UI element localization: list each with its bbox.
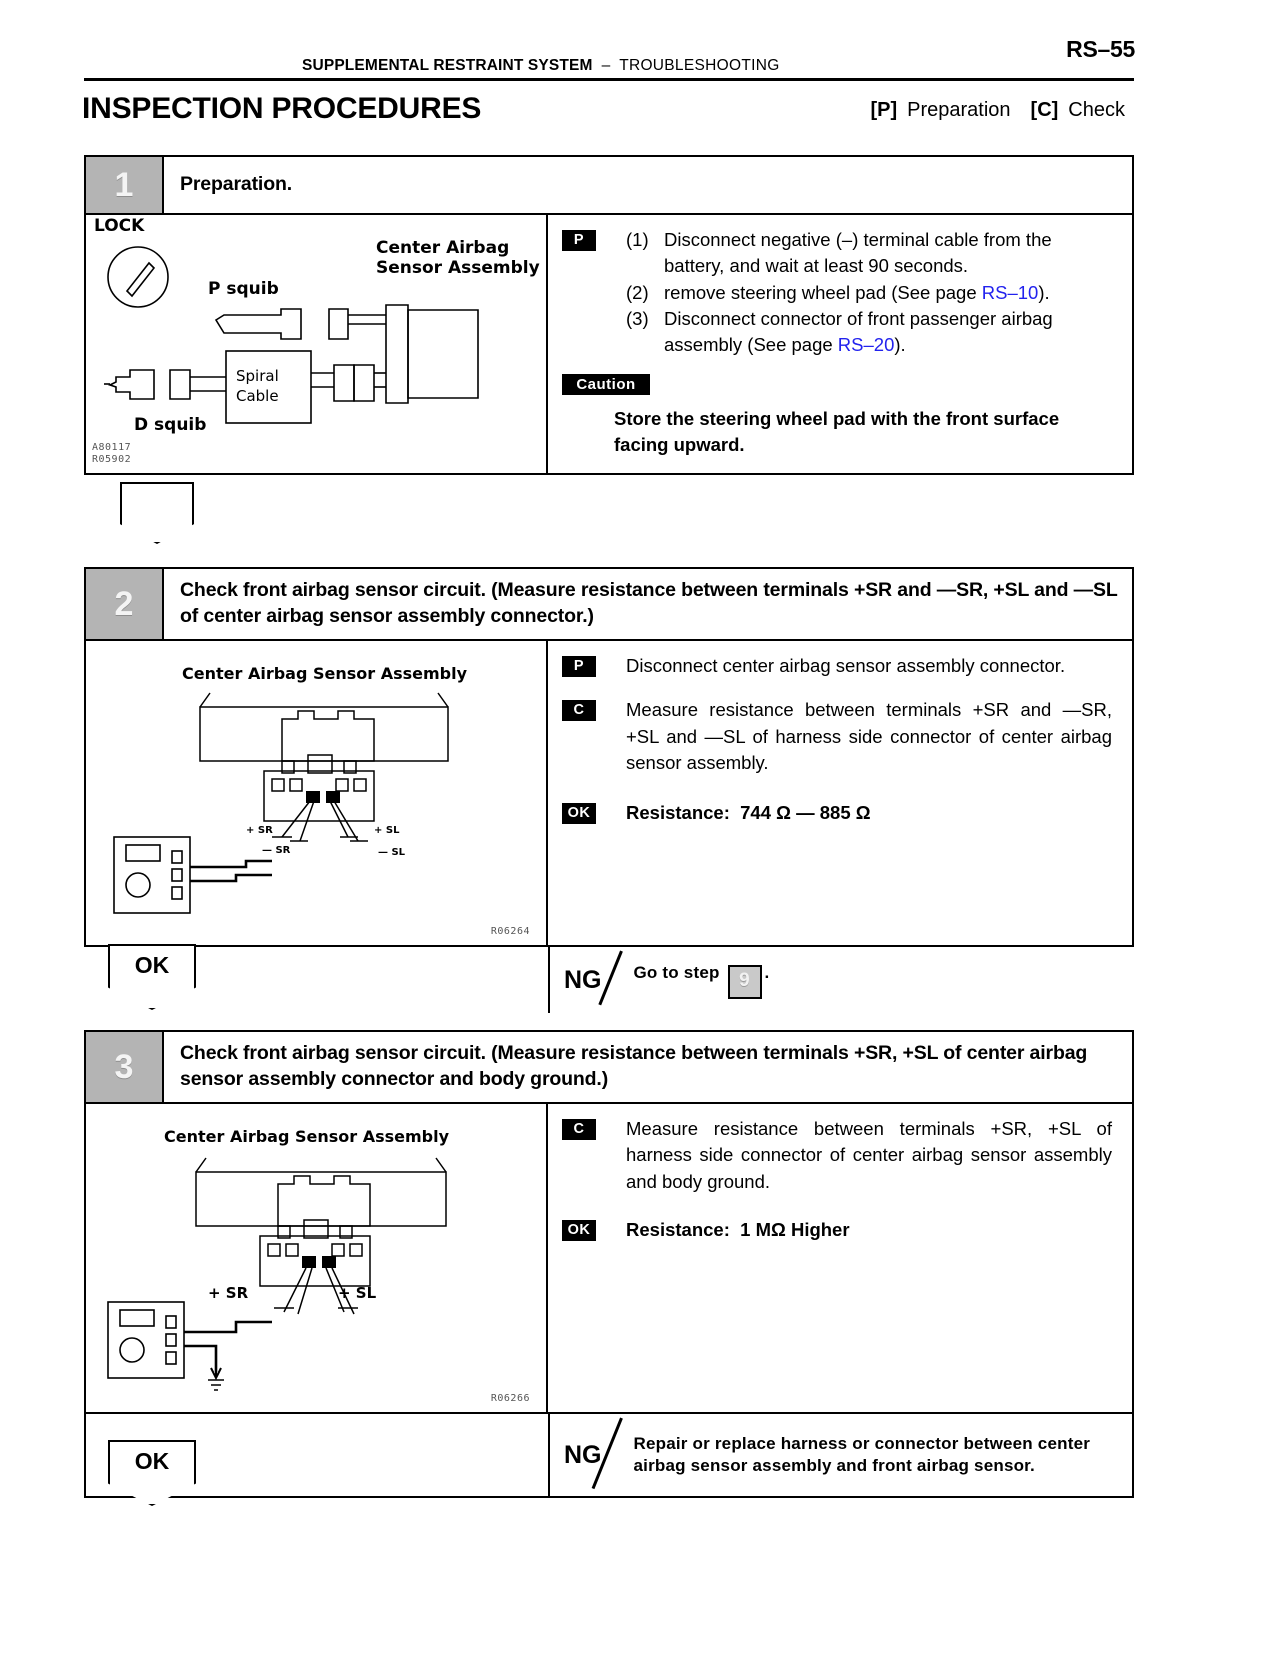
- step-3-number: 3: [86, 1032, 164, 1102]
- step-3-ok-arrow: [108, 1440, 196, 1506]
- figure-label-center-airbag-1: Center Airbag: [376, 238, 510, 258]
- step-2-spec: [562, 800, 1112, 826]
- running-head: [302, 57, 780, 75]
- figure-label-lock: LOCK: [94, 216, 145, 236]
- legend-c-tag: [C]: [1030, 99, 1059, 121]
- page-link[interactable]: RS–10: [981, 281, 1039, 303]
- step-2-title: Check front airbag sensor circuit. (Measure resistance between terminals +SR and —SR, +SL and —SL of center airbag sensor assembly connector.): [180, 579, 1118, 627]
- caution-text: Store the steering wheel pad with the front surface facing upward.: [614, 408, 1060, 456]
- spec-label: Resistance:: [626, 1218, 730, 1240]
- step-2-header: [86, 569, 1132, 641]
- goto-period: .: [764, 962, 770, 982]
- sensor-connector-measurement-diagram-2: [86, 641, 545, 943]
- legend-c-word: Check: [1068, 99, 1125, 121]
- legend: [870, 99, 1125, 122]
- step-2-instruction-c: [562, 697, 1112, 776]
- ng-label: NG: [564, 1440, 602, 1469]
- step-1-instruction-p: [562, 227, 1112, 358]
- spec-value: 744 Ω — 885 Ω: [740, 802, 871, 824]
- step-1-figure-code: A80117 R05902: [92, 442, 132, 465]
- list-item: (2) remove steering wheel pad (See page RS–10).: [626, 280, 1112, 306]
- step-1-caution: [562, 374, 1112, 458]
- page-header: [0, 0, 1280, 84]
- ng-text: [634, 962, 1117, 999]
- goto-text: Go to step: [633, 962, 720, 982]
- figure-caption: Center Airbag Sensor Assembly: [164, 1127, 450, 1146]
- step-3-title: Check front airbag sensor circuit. (Measure resistance between terminals +SR, +SL of center airbag sensor assembly connector and body ground.): [180, 1042, 1088, 1090]
- page-link[interactable]: RS–20: [837, 334, 895, 356]
- header-rule: [84, 78, 1134, 81]
- step-3-result-row: [86, 1412, 1132, 1496]
- instruction-text: Measure resistance between terminals +SR and —SR, +SL and —SL of harness side connector of center airbag sensor assembly.: [626, 699, 1112, 773]
- step-3-instructions: [548, 1104, 1132, 1412]
- terminal-label-plus-sl: + SL: [374, 825, 400, 836]
- step-3-spec: [562, 1217, 1112, 1243]
- ok-arrow-label: OK: [134, 952, 170, 978]
- step-1-body: [86, 215, 1132, 473]
- step-2-instructions: [548, 641, 1132, 945]
- terminal-label-plus-sr: + SR: [208, 1284, 249, 1302]
- running-head-system: SUPPLEMENTAL RESTRAINT SYSTEM: [302, 57, 593, 74]
- page-number: RS–55: [1066, 36, 1135, 62]
- step-1-number: 1: [86, 157, 164, 213]
- tag-c: C: [562, 700, 596, 721]
- ng-divider-icon: [608, 953, 634, 1007]
- figure-label-spiral: Spiral: [236, 367, 279, 385]
- terminal-label-minus-sl: — SL: [378, 847, 406, 858]
- step-3-instruction-c: [562, 1116, 1112, 1195]
- terminal-label-minus-sr: — SR: [262, 845, 291, 856]
- ok-arrow-label: OK: [134, 1448, 170, 1474]
- step-2-figure: [86, 641, 548, 945]
- figure-label-cable: Cable: [236, 387, 279, 405]
- list-item-text: Disconnect connector of front passenger airbag assembly (See page RS–20).: [664, 307, 1053, 356]
- step-2: [84, 567, 1134, 994]
- tag-p: P: [562, 656, 596, 677]
- list-item-text: remove steering wheel pad (See page RS–10).: [664, 281, 1050, 303]
- step-3-header: [86, 1032, 1132, 1104]
- spec-text: [626, 800, 1112, 826]
- step-2-figure-code: R06264: [490, 925, 530, 937]
- step-2-result-row: [86, 945, 1132, 1013]
- step-1-figure: [86, 215, 548, 473]
- step-3-ng-branch: [550, 1414, 1132, 1496]
- preparation-circuit-diagram: [86, 215, 545, 471]
- step-2-ng-branch: [550, 947, 1132, 1013]
- step-3-figure: [86, 1104, 548, 1412]
- step-2-body: [86, 641, 1132, 945]
- figure-caption: Center Airbag Sensor Assembly: [182, 664, 468, 683]
- ng-divider-icon: [608, 1420, 634, 1490]
- figure-label-p-squib: P squib: [208, 279, 279, 299]
- step-1-title: Preparation.: [180, 173, 292, 196]
- tag-ok: OK: [562, 1220, 596, 1241]
- spec-text: [626, 1217, 1112, 1243]
- spec-value: 1 MΩ Higher: [740, 1218, 850, 1240]
- terminal-label-plus-sr: + SR: [246, 825, 273, 836]
- legend-p-tag: [P]: [870, 99, 898, 121]
- step-1-numbered-list: [626, 227, 1112, 358]
- figure-label-d-squib: D squib: [134, 415, 207, 435]
- step-1-header: [86, 157, 1132, 215]
- goto-step-box[interactable]: 9: [728, 965, 762, 999]
- tag-c: C: [562, 1119, 596, 1140]
- step-2-instruction-p: [562, 653, 1112, 679]
- instruction-text: Disconnect center airbag sensor assembly connector.: [626, 655, 1066, 676]
- tag-ok: OK: [562, 803, 596, 824]
- ng-label: NG: [564, 965, 602, 994]
- terminal-label-plus-sl: + SL: [338, 1284, 377, 1302]
- list-item: (3) Disconnect connector of front passenger airbag assembly (See page RS–20).: [626, 306, 1112, 359]
- step-1-instructions: [548, 215, 1132, 473]
- instruction-text: Measure resistance between terminals +SR, +SL of harness side connector of center airbag sensor assembly and body ground.: [626, 1118, 1112, 1192]
- tag-caution: Caution: [562, 374, 650, 395]
- spec-label: Resistance:: [626, 802, 730, 824]
- figure-label-center-airbag-2: Sensor Assembly: [376, 258, 540, 278]
- ng-text: Repair or replace harness or connector between center airbag sensor assembly and front airbag sensor.: [633, 1433, 1091, 1475]
- title-row: [0, 92, 1280, 132]
- step-2-number: 2: [86, 569, 164, 639]
- step-3-body: [86, 1104, 1132, 1412]
- list-item-text: Disconnect negative (–) terminal cable from the battery, and wait at least 90 seconds.: [664, 229, 1052, 277]
- sensor-connector-measurement-diagram-3: [86, 1104, 545, 1410]
- running-head-dash: –: [601, 57, 611, 74]
- step-3: [84, 1030, 1134, 1498]
- legend-p-word: Preparation: [907, 99, 1011, 121]
- tag-p: P: [562, 230, 596, 251]
- running-head-section: TROUBLESHOOTING: [619, 57, 780, 74]
- step-1: [84, 155, 1134, 475]
- page-title: INSPECTION PROCEDURES: [82, 92, 482, 125]
- flow-arrow-1-to-2: [120, 482, 194, 544]
- list-item: (1) Disconnect negative (–) terminal cable from the battery, and wait at least 90 seconds.: [626, 227, 1112, 280]
- step-2-ok-arrow: [108, 944, 196, 1010]
- step-3-figure-code: R06266: [490, 1392, 530, 1404]
